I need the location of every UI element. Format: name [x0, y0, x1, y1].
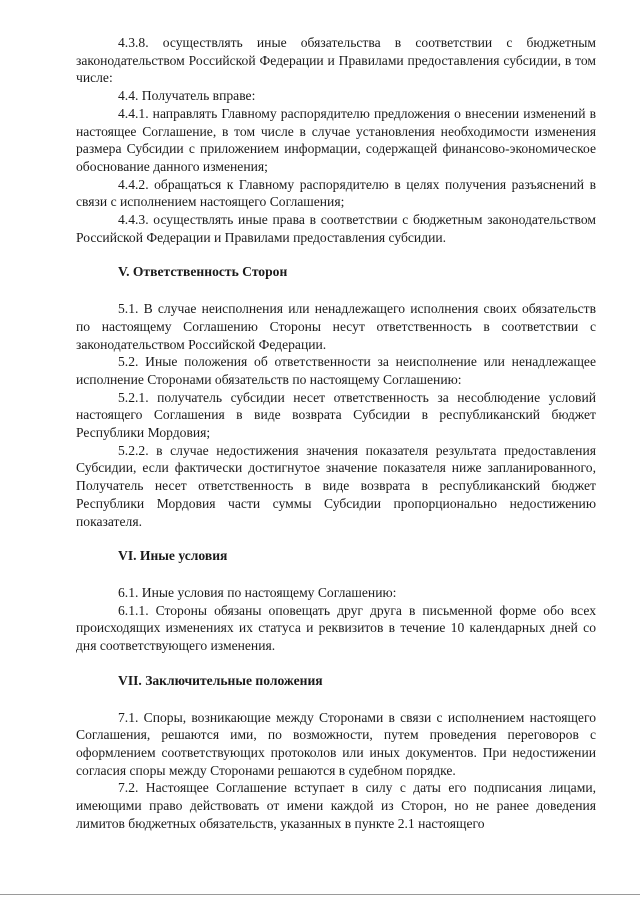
- paragraph-7-1: 7.1. Споры, возникающие между Сторонами в связи с исполнением настоящего Соглашения, решаются ими, по возможности, путем проведения переговоров с оформлением соответствующих протоколов или иных документов. При недостижении согласия споры между Сторонами решаются в судебном порядке.: [76, 709, 596, 778]
- paragraph-4-4-2: 4.4.2. обращаться к Главному распорядителю в целях получения разъяснений в связи с исполнением настоящего Соглашения;: [76, 176, 596, 210]
- paragraph-4-4: 4.4. Получатель вправе:: [118, 88, 256, 104]
- paragraph-4-3-8: 4.3.8. осуществлять иные обязательства в соответствии с бюджетным законодательством Российской Федерации и Правилами предоставления субсидии, в том числе:: [76, 35, 596, 86]
- paragraph-7-2: 7.2. Настоящее Соглашение вступает в силу с даты его подписания лицами, имеющими право действовать от имени каждой из Сторон, но не ранее доведения лимитов бюджетных обязательств, указанных в пункте 2.1 настоящего: [76, 780, 596, 831]
- paragraph-5-2: 5.2. Иные положения об ответственности за неисполнение или ненадлежащее исполнение Сторонами обязательств по настоящему Соглашению:: [76, 354, 596, 387]
- paragraph-5-1: 5.1. В случае неисполнения или ненадлежащего исполнения своих обязательств по настоящему Соглашению Стороны несут ответственность в соответствии с законодательством Российской Федерации.: [76, 301, 596, 352]
- section-6-heading: VI. Иные условия: [118, 548, 228, 564]
- paragraph-6-1: 6.1. Иные условия по настоящему Соглашению:: [118, 584, 397, 600]
- paragraph-4-4-3: 4.4.3. осуществлять иные права в соответствии с бюджетным законодательством Российской Федерации и Правилами предоставления субсидии.: [76, 212, 596, 245]
- section-5-heading: V. Ответственность Сторон: [118, 264, 288, 280]
- section-7-heading: VII. Заключительные положения: [118, 672, 323, 688]
- paragraph-6-1-1: 6.1.1. Стороны обязаны оповещать друг друга в письменной форме обо всех происходящих изменениях их статуса и реквизитов в течение 10 календарных дней со дня соответствующего изменения.: [76, 602, 596, 654]
- paragraph-4-4-1: 4.4.1. направлять Главному распорядителю предложения о внесении изменений в настоящее Соглашение, в том числе в случае установления необходимости изменения размера Субсидии с приложением информации, содержащей финансово-экономическое обоснование данного изменения;: [76, 105, 596, 174]
- page-bottom-edge: [0, 894, 640, 895]
- paragraph-5-2-2: 5.2.2. в случае недостижения значения показателя результата предоставления Субсидии, если фактически достигнутое значение показателя ниже запланированного, Получатель несет ответственность в виде возврата в республиканский бюджет Республики Мордовия части суммы Субсидии пропорционально недостижению показателя.: [76, 442, 596, 529]
- paragraph-5-2-1: 5.2.1. получатель субсидии несет ответственность за несоблюдение условий настоящего Соглашения в виде возврата Субсидии в республиканский бюджет Республики Мордовия;: [76, 389, 596, 441]
